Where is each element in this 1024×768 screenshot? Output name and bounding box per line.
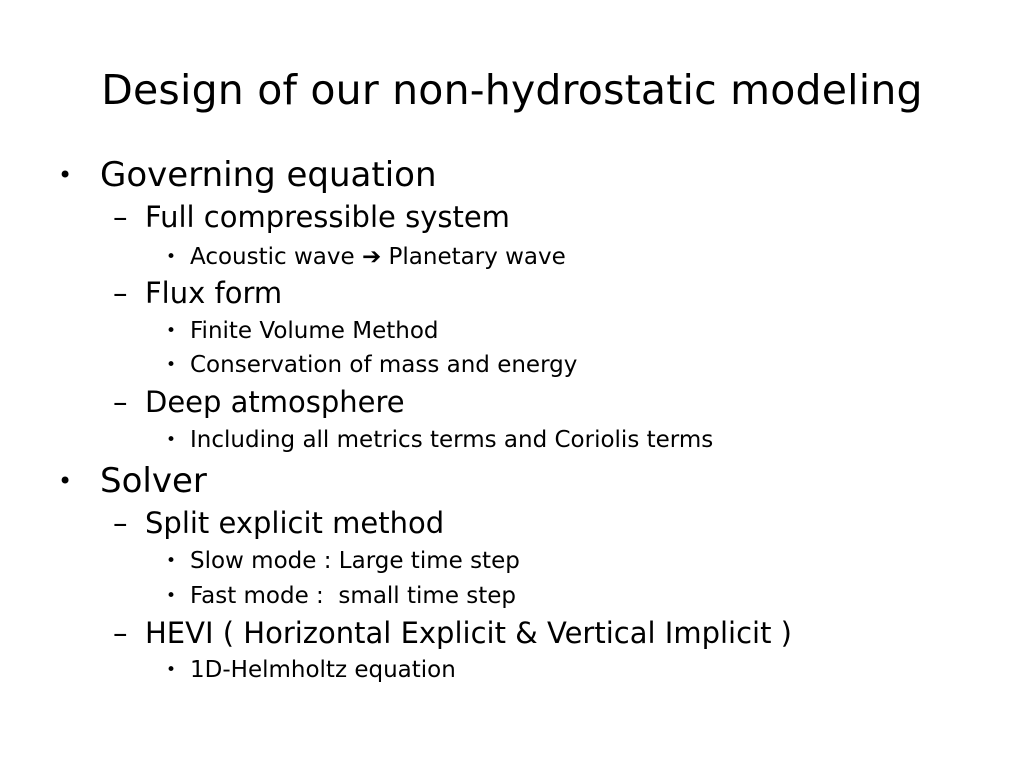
bullet-icon: •: [166, 355, 177, 375]
bullet-icon: •: [166, 586, 177, 606]
item-text: Solver: [100, 461, 207, 501]
item-text: Deep atmosphere: [145, 385, 405, 419]
slide-title: Design of our non-hydrostatic modeling: [101, 66, 923, 114]
item-text: Conservation of mass and energy: [190, 352, 578, 378]
dash-icon: –: [113, 616, 128, 650]
bullet-icon: •: [166, 247, 177, 267]
acoustic-left-text: Acoustic wave: [190, 244, 362, 270]
dash-icon: –: [113, 200, 128, 234]
acoustic-right-text: Planetary wave: [381, 244, 566, 270]
item-text: Full compressible system: [145, 200, 510, 234]
item-text: Finite Volume Method: [190, 318, 439, 344]
bullet-icon: •: [58, 161, 73, 189]
arrow-right-icon: ➔: [361, 244, 382, 270]
dash-icon: –: [113, 276, 128, 310]
bullet-icon: •: [166, 430, 177, 450]
item-text: Fast mode : small time step: [190, 583, 517, 609]
bullet-icon: •: [166, 660, 177, 680]
bullet-icon: •: [58, 467, 73, 495]
item-text: HEVI ( Horizontal Explicit & Vertical Implicit ): [145, 616, 792, 650]
bullet-icon: •: [166, 321, 177, 341]
item-text: [190, 246, 566, 269]
item-text: Split explicit method: [145, 506, 445, 540]
dash-icon: –: [113, 506, 128, 540]
item-text: Flux form: [145, 276, 283, 310]
item-text: Governing equation: [100, 155, 437, 195]
dash-icon: –: [113, 385, 128, 419]
bullet-icon: •: [166, 551, 177, 571]
item-text: 1D-Helmholtz equation: [190, 657, 456, 683]
item-text: Including all metrics terms and Coriolis terms: [190, 427, 714, 453]
item-text: Slow mode : Large time step: [190, 548, 520, 574]
